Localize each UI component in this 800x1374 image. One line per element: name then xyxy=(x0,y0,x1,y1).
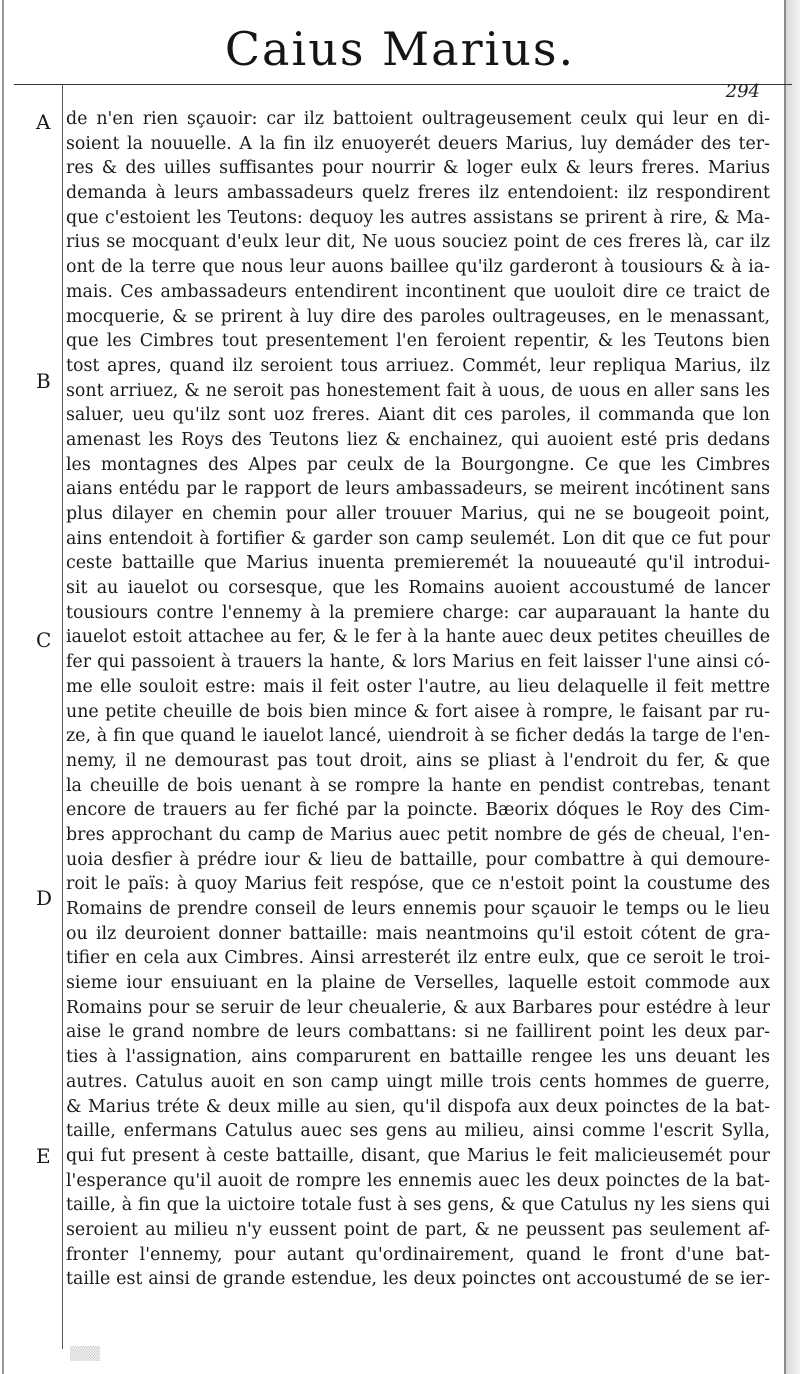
text-line: qui fut present à ceste battaille, disant, que Marius le feit malicieusemét pour xyxy=(66,1145,770,1166)
text-line: me elle souloit estre: mais il feit oster l'autre, au lieu delaquelle il feit mettre xyxy=(66,676,770,697)
text-line: Romains de prendre conseil de leurs ennemis pour sçauoir le temps ou le lieu xyxy=(66,899,770,919)
text-line: Romains pour se seruir de leur cheualerie, & aux Barbares pour estédre à leur xyxy=(66,997,770,1018)
text-line: que les Cimbres tout presentement l'en feroient repentir, & les Teutons bien xyxy=(66,331,770,352)
text-line: sont arriuez, & ne seroit pas honestement fait à uous, de uous en aller sans les xyxy=(66,380,770,401)
text-line: sit au iauelot ou corsesque, que les Romains auoient accoustumé de lancer xyxy=(66,578,770,599)
text-line: ze, à fin que quand le iauelot lancé, uiendroit à se ficher dedás la targe de l'en- xyxy=(66,726,770,747)
text-line: autres. Catulus auoit en son camp uingt mille trois cents hommes de guerre, xyxy=(66,1071,770,1092)
margin-rule xyxy=(62,84,63,1349)
page-edge-right xyxy=(784,0,786,1374)
text-line: encore de trauers au fer fiché par la poincte. Bæorix dóques le Roy des Cim- xyxy=(66,800,770,821)
text-line: ties à l'assignation, ains comparurent en battaille rengee les uns deuant les xyxy=(66,1047,770,1068)
margin-marker-c: C xyxy=(36,628,52,652)
running-title: Caius Marius. xyxy=(224,22,576,76)
text-line: ains entendoit à fortifier & garder son camp seulemét. Lon dit que ce fut pour xyxy=(66,528,770,549)
text-line: de n'en rien sçauoir: car ilz battoient oultrageusement ceulx qui leur en di- xyxy=(66,109,770,129)
text-line: tost apres, quand ilz seroient tous arriuez. Commét, leur repliqua Marius, ilz xyxy=(66,355,770,376)
text-line: sieme iour ensuiuant en la plaine de Verselles, laquelle estoit commode aux xyxy=(66,973,770,994)
text-line: plus dilayer en chemin pour aller trouuer Marius, qui ne se bougeoit point, xyxy=(66,504,770,524)
header-rule xyxy=(14,84,792,85)
text-block xyxy=(66,107,770,1292)
text-line: amenast les Roys des Teutons liez & enchainez, qui auoient esté pris dedans xyxy=(66,429,770,450)
text-line: seroient au milieu n'y eussent point de part, & ne peussent pas seulement af- xyxy=(66,1219,770,1240)
text-line: les montagnes des Alpes par ceulx de la Bourgongne. Ce que les Cimbres xyxy=(66,454,770,475)
text-line: fronter l'ennemy, pour autant qu'ordinairement, quand le front d'une bat- xyxy=(66,1244,770,1265)
text-line: l'esperance qu'il auoit de rompre les ennemis auec les deux poinctes de la bat- xyxy=(66,1170,770,1191)
text-line: rius se mocquant d'eulx leur dit, Ne uous souciez point de ces freres là, car ilz xyxy=(66,232,770,253)
text-line: taille, à fin que la uictoire totale fust à ses gens, & que Catulus ny les siens qui xyxy=(66,1195,770,1216)
text-line: saluer, ueu qu'ilz sont uoz freres. Aiant dit ces paroles, il commanda que lon xyxy=(66,405,770,426)
folio-number: 294 xyxy=(725,81,760,102)
text-line: fer qui passoient à trauers la hante, & lors Marius en feit laisser l'une ainsi có- xyxy=(66,652,770,673)
text-line: ceste battaille que Marius inuenta premieremét la nouueauté qu'il introdui- xyxy=(66,553,770,574)
text-line: roit le païs: à quoy Marius feit respóse, que ce n'estoit point la coustume des xyxy=(66,874,770,895)
margin-marker-d: D xyxy=(36,886,53,910)
text-line: une petite cheuille de bois bien mince & fort aisee à rompre, le faisant par ru- xyxy=(66,701,770,722)
text-line: bres approchant du camp de Marius auec petit nombre de gés de cheual, l'en- xyxy=(66,824,770,845)
margin-marker-b: B xyxy=(36,369,51,393)
text-line: uoia desfier à prédre iour & lieu de battaille, pour combattre à qui demoure- xyxy=(66,849,770,870)
text-line: iauelot estoit attachee au fer, & le fer à la hante auec deux petites cheuilles de xyxy=(66,627,770,648)
text-line: aise le grand nombre de leurs combattans: si ne faillirent point les deux par- xyxy=(66,1022,770,1043)
text-line: la cheuille de bois uenant à se rompre la hante en pendist contrebas, tenant xyxy=(66,775,770,796)
text-line: mais. Ces ambassadeurs entendirent incontinent que uouloit dire ce traict de xyxy=(66,281,770,302)
text-line: tifier en cela aux Cimbres. Ainsi arresterét ilz entre eulx, que ce seroit le troi- xyxy=(66,948,770,969)
text-line: nemy, il ne demourast pas tout droit, ains se pliast à l'endroit du fer, & que xyxy=(66,750,770,771)
text-line: aians entédu par le rapport de leurs ambassadeurs, se meirent incótinent sans xyxy=(66,479,770,500)
text-line: tousiours contre l'ennemy à la premiere charge: car auparauant la hante du xyxy=(66,602,770,623)
text-line: & Marius tréte & deux mille au sien, qu'il dispofa aux deux poinctes de la bat- xyxy=(66,1096,770,1117)
text-line: soient la nouuelle. A la fin ilz enuoyerét deuers Marius, luy demáder des ter- xyxy=(66,133,770,154)
text-line: taille est ainsi de grande estendue, les deux poinctes ont accoustumé de se ier- xyxy=(66,1269,770,1290)
page-edge-left xyxy=(2,0,4,1374)
text-line: que c'estoient les Teutons: dequoy les autres assistans se prirent à rire, & Ma- xyxy=(66,207,770,228)
margin-marker-a: A xyxy=(36,110,51,134)
text-line: res & des uilles suffisantes pour nourrir & loger eulx & leurs freres. Marius xyxy=(66,158,770,179)
text-line: taille, enfermans Catulus auec ses gens au milieu, ainsi comme l'escrit Sylla, xyxy=(66,1121,770,1142)
text-line: ont de la terre que nous leur auons baillee qu'ilz garderont à tousiours & à ia- xyxy=(66,257,770,278)
page-edge-shadow xyxy=(786,0,800,1374)
bleed-through-mark: ▒▒▒ xyxy=(70,1347,100,1362)
text-line: mocquerie, & se prirent à luy dire des paroles oultrageuses, en le menassant, xyxy=(66,306,770,327)
margin-marker-e: E xyxy=(36,1144,51,1168)
text-line: ou ilz deuroient donner battaille: mais neantmoins qu'il estoit cótent de gra- xyxy=(66,923,770,944)
text-line: demanda à leurs ambassadeurs quelz freres ilz entendoient: ilz respondirent xyxy=(66,183,770,204)
